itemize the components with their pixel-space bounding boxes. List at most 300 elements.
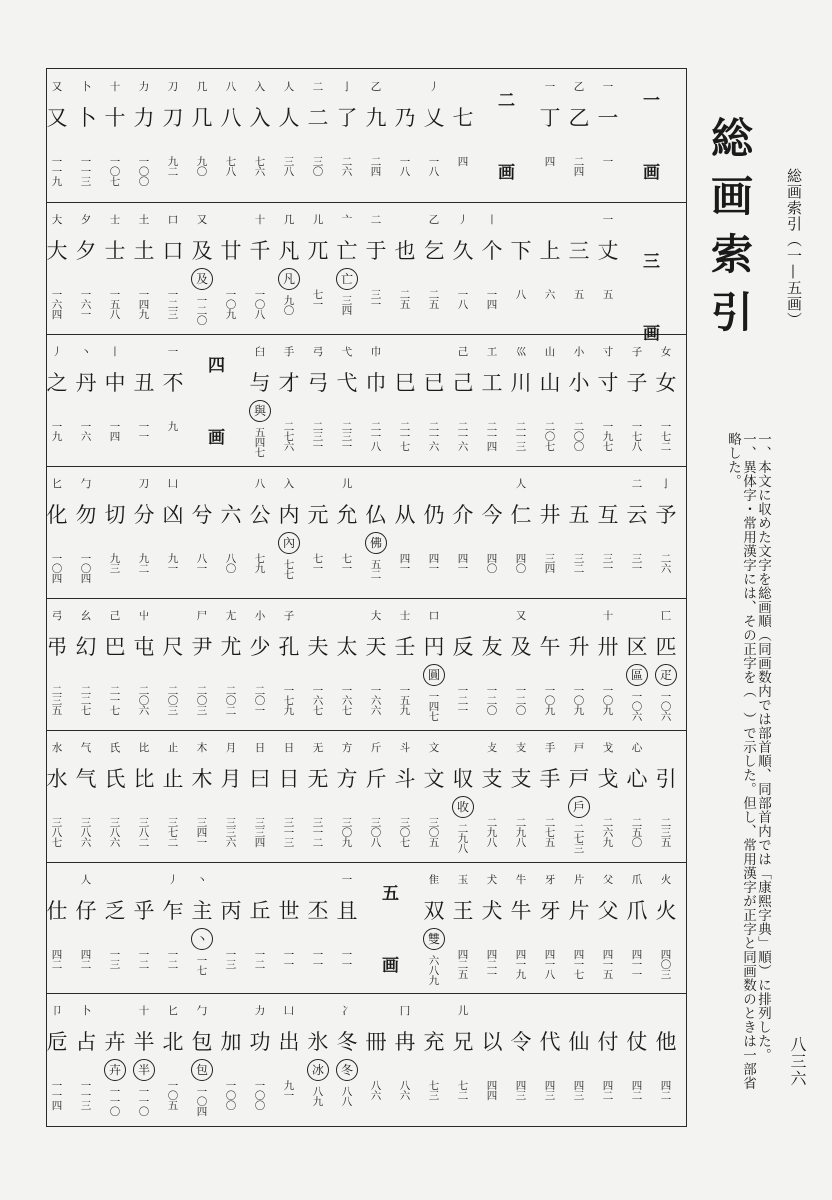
entry-page-number: 一六六 <box>370 685 382 717</box>
index-entry <box>333 862 361 994</box>
entry-radical: 巛 <box>515 346 527 358</box>
entry-page-number: 二三五 <box>660 817 672 849</box>
entry-character: 七 <box>452 106 474 130</box>
entry-character: 日 <box>278 767 300 791</box>
entry-variant-note: 亡 <box>336 268 358 290</box>
entry-radical: 手 <box>544 742 556 754</box>
entry-page-number: 一一〇 <box>138 1086 150 1118</box>
entry-character: 口 <box>162 239 184 263</box>
entry-character: 北 <box>162 1030 184 1054</box>
index-entry <box>478 862 506 994</box>
entry-page-number: 二〇七 <box>544 421 556 453</box>
entry-radical: 乙 <box>573 81 585 93</box>
index-entry <box>449 993 477 1125</box>
index-entry <box>565 334 593 466</box>
index-entry <box>333 202 361 334</box>
entry-radical: 比 <box>138 742 150 754</box>
entry-character: 氷 <box>307 1030 329 1054</box>
entry-radical: 火 <box>660 874 672 886</box>
entry-page-number: 九〇 <box>283 295 295 317</box>
entry-radical: 匕 <box>167 1005 179 1017</box>
entry-character: 戸 <box>568 767 590 791</box>
entry-character: 小 <box>568 371 590 395</box>
entry-page-number: 四二 <box>602 1080 614 1102</box>
entry-character: 王 <box>452 899 474 923</box>
entry-radical: 隹 <box>428 874 440 886</box>
entry-page-number: 四 <box>544 156 556 168</box>
entry-page-number: 一〇八 <box>254 289 266 321</box>
entry-character: 屯 <box>133 635 155 659</box>
entry-page-number: 八八 <box>341 1086 353 1108</box>
index-entry <box>43 202 71 334</box>
entry-radical: 亅 <box>660 478 672 490</box>
entry-radical: 丨 <box>486 214 498 226</box>
index-entry <box>246 69 274 201</box>
index-entry <box>275 993 303 1125</box>
entry-page-number: 一〇〇 <box>138 156 150 188</box>
entry-character: 兮 <box>191 503 213 527</box>
entry-character: 与 <box>249 371 271 395</box>
index-entry <box>507 334 535 466</box>
entry-page-number: 一六七 <box>312 685 324 717</box>
index-entry <box>536 334 564 466</box>
entry-character: 手 <box>539 767 561 791</box>
entry-variant-note: 丶 <box>191 928 213 950</box>
index-entry <box>72 334 100 466</box>
entry-page-number: 二四 <box>370 156 382 178</box>
index-entry <box>275 598 303 730</box>
index-entry <box>420 334 448 466</box>
index-entry <box>246 598 274 730</box>
index-entry <box>391 69 419 201</box>
entry-radical: 木 <box>196 742 208 754</box>
entry-radical: 刀 <box>138 478 150 490</box>
entry-radical: 八 <box>225 81 237 93</box>
entry-radical: 二 <box>312 81 324 93</box>
index-entry <box>130 862 158 994</box>
entry-radical: 凵 <box>283 1005 295 1017</box>
index-entry <box>420 466 448 598</box>
entry-radical: 月 <box>225 742 237 754</box>
entry-character: 无 <box>307 767 329 791</box>
entry-character: 功 <box>249 1030 271 1054</box>
entry-character: 斤 <box>365 767 387 791</box>
entry-page-number: 二三一 <box>341 421 353 453</box>
entry-character: 乍 <box>162 899 184 923</box>
entry-page-number: 一二〇 <box>196 295 208 327</box>
index-entry <box>449 466 477 598</box>
entry-character: 犬 <box>481 899 503 923</box>
entry-radical: 卩 <box>51 1005 63 1017</box>
index-entry <box>420 993 448 1125</box>
entry-page-number: 一二 <box>167 949 179 971</box>
index-entry <box>304 69 332 201</box>
entry-variant-note: 區 <box>626 664 648 686</box>
entry-page-number: 一〇六 <box>631 691 643 723</box>
entry-page-number: 二三一 <box>312 421 324 453</box>
entry-page-number: 二〇二 <box>225 685 237 717</box>
entry-radical: 卜 <box>80 81 92 93</box>
entry-character: 水 <box>46 767 68 791</box>
entry-character: 文 <box>423 767 445 791</box>
index-entry <box>652 334 680 466</box>
entry-variant-note: 內 <box>278 532 300 554</box>
entry-character: 比 <box>133 767 155 791</box>
entry-page-number: 一一四 <box>51 1080 63 1112</box>
index-entry <box>304 993 332 1125</box>
entry-radical: 儿 <box>312 214 324 226</box>
entry-radical: 力 <box>254 1005 266 1017</box>
entry-radical: 尢 <box>225 610 237 622</box>
index-entry <box>217 202 245 334</box>
entry-page-number: 一二三 <box>167 289 179 321</box>
entry-radical: 方 <box>341 742 353 754</box>
entry-page-number: 一七二 <box>660 421 672 453</box>
entry-character: 加 <box>220 1030 242 1054</box>
index-entry <box>72 993 100 1125</box>
entry-page-number: 七八 <box>225 156 237 178</box>
index-entry <box>43 598 71 730</box>
entry-page-number: 四二 <box>80 949 92 971</box>
entry-radical: 十 <box>138 1005 150 1017</box>
index-entry <box>101 598 129 730</box>
index-entry <box>362 69 390 201</box>
index-entry <box>246 993 274 1125</box>
entry-character: 丙 <box>220 899 242 923</box>
entry-character: 士 <box>104 239 126 263</box>
index-entry <box>362 202 390 334</box>
index-entry <box>130 202 158 334</box>
entry-character: 弔 <box>46 635 68 659</box>
entry-radical: 巾 <box>370 346 382 358</box>
index-entry <box>275 862 303 994</box>
index-entry <box>652 993 680 1125</box>
entry-page-number: 三七二 <box>167 817 179 849</box>
entry-character: 之 <box>46 371 68 395</box>
entry-character: 友 <box>481 635 503 659</box>
entry-character: 卉 <box>104 1030 126 1054</box>
index-entry <box>217 993 245 1125</box>
entry-character: 于 <box>365 239 387 263</box>
entry-character: 牛 <box>510 899 532 923</box>
entry-page-number: 八〇 <box>225 553 237 575</box>
entry-radical: 止 <box>167 742 179 754</box>
entry-character: 丈 <box>597 239 619 263</box>
entry-character: 引 <box>655 767 677 791</box>
index-entry <box>536 730 564 862</box>
entry-character: 冉 <box>394 1030 416 1054</box>
entry-page-number: 二一四 <box>486 421 498 453</box>
entry-character: 乏 <box>104 899 126 923</box>
entry-character: 付 <box>597 1030 619 1054</box>
entry-character: 夫 <box>307 635 329 659</box>
entry-character: 木 <box>191 767 213 791</box>
entry-page-number: 三四 <box>341 295 353 317</box>
index-entry <box>594 466 622 598</box>
entry-page-number: 一〇五 <box>167 1080 179 1112</box>
entry-page-number: 二七五 <box>544 817 556 849</box>
entry-page-number: 八六 <box>399 1080 411 1102</box>
entry-character: 氏 <box>104 767 126 791</box>
entry-page-number: 一二一 <box>457 685 469 717</box>
index-entry <box>478 466 506 598</box>
entry-page-number: 一二 <box>138 949 150 971</box>
entry-character: 以 <box>481 1030 503 1054</box>
entry-character: 介 <box>452 503 474 527</box>
entry-page-number: 一六四 <box>51 289 63 321</box>
entry-character: 戈 <box>597 767 619 791</box>
entry-page-number: 三一 <box>602 553 614 575</box>
entry-page-number: 三〇 <box>312 156 324 178</box>
index-entry <box>159 466 187 598</box>
entry-page-number: 一七九 <box>283 685 295 717</box>
index-entry <box>130 466 158 598</box>
index-row <box>47 598 686 730</box>
entry-radical: 子 <box>631 346 643 358</box>
index-entry <box>43 334 71 466</box>
index-entry <box>565 466 593 598</box>
entry-character: 令 <box>510 1030 532 1054</box>
index-row <box>47 202 686 334</box>
entry-character: 及 <box>191 239 213 263</box>
index-entry <box>304 334 332 466</box>
entry-page-number: 二五〇 <box>631 817 643 849</box>
entry-page-number: 一〇九 <box>225 289 237 321</box>
entry-radical: 夕 <box>80 214 92 226</box>
index-entry <box>72 598 100 730</box>
index-entry <box>304 202 332 334</box>
index-entry <box>101 730 129 862</box>
entry-radical: 日 <box>283 742 295 754</box>
entry-character: 卮 <box>46 1030 68 1054</box>
entry-page-number: 三〇五 <box>428 817 440 849</box>
stroke-count-label: 画 <box>382 956 399 976</box>
entry-page-number: 三〇八 <box>370 817 382 849</box>
entry-radical: 乙 <box>370 81 382 93</box>
index-entry <box>304 730 332 862</box>
index-entry <box>536 202 564 334</box>
entry-page-number: 二一七 <box>109 685 121 717</box>
stroke-count-number: 一 <box>643 91 660 111</box>
index-entry <box>391 598 419 730</box>
entry-character: 丕 <box>307 899 329 923</box>
index-entry <box>362 730 390 862</box>
entry-page-number: 四一九 <box>515 949 527 981</box>
entry-page-number: 七一 <box>312 553 324 575</box>
entry-character: 片 <box>568 899 590 923</box>
entry-radical: 刀 <box>167 81 179 93</box>
entry-character: 力 <box>133 106 155 130</box>
index-entry <box>304 598 332 730</box>
entry-page-number: 一四九 <box>138 289 150 321</box>
stroke-count-header <box>498 91 515 183</box>
note-line-2: 一、異体字・常用漢字には、その正字を（ ）で示した。但し、常用漢字が正字と同画数のときは一部省略した。 <box>725 432 756 1090</box>
entry-page-number: 五四七 <box>254 427 266 459</box>
entry-page-number: 一〇〇 <box>225 1080 237 1112</box>
entry-radical: 匕 <box>51 478 63 490</box>
index-entry <box>275 466 303 598</box>
index-entry <box>246 334 274 466</box>
index-entry <box>623 598 651 730</box>
entry-page-number: 四〇三 <box>660 949 672 981</box>
entry-page-number: 一一三 <box>80 156 92 188</box>
index-entry <box>130 69 158 201</box>
index-entry <box>72 466 100 598</box>
stroke-count-header <box>643 252 660 344</box>
index-entry <box>43 993 71 1125</box>
entry-character: 双 <box>423 899 445 923</box>
entry-character: 了 <box>336 106 358 130</box>
entry-character: 寸 <box>597 371 619 395</box>
index-entry <box>304 466 332 598</box>
entry-character: 弓 <box>307 371 329 395</box>
entry-variant-note: 卉 <box>104 1059 126 1081</box>
entry-radical: 人 <box>515 478 527 490</box>
entry-page-number: 三一 <box>631 553 643 575</box>
entry-character: 人 <box>278 106 300 130</box>
entry-radical: 入 <box>254 81 266 93</box>
entry-variant-note: 及 <box>191 268 213 290</box>
index-entry <box>101 466 129 598</box>
index-entry <box>420 730 448 862</box>
entry-character: 仙 <box>568 1030 590 1054</box>
entry-page-number: 三八六 <box>80 817 92 849</box>
entry-page-number: 一二〇 <box>515 685 527 717</box>
stroke-count-number: 三 <box>643 252 660 272</box>
entry-character: 也 <box>394 239 416 263</box>
entry-character: 子 <box>626 371 648 395</box>
entry-page-number: 一七八 <box>631 421 643 453</box>
entry-character: 已 <box>423 371 445 395</box>
entry-radical: 己 <box>457 346 469 358</box>
entry-character: 支 <box>481 767 503 791</box>
index-entry <box>101 69 129 201</box>
entry-page-number: 三八七 <box>51 817 63 849</box>
entry-page-number: 四三 <box>544 1080 556 1102</box>
entry-character: 八 <box>220 106 242 130</box>
entry-radical: 牛 <box>515 874 527 886</box>
entry-page-number: 一三 <box>109 949 121 971</box>
entry-page-number: 二三五 <box>51 685 63 717</box>
entry-page-number: 一〇四 <box>196 1086 208 1118</box>
index-entry <box>159 202 187 334</box>
index-entry <box>449 730 477 862</box>
entry-character: 心 <box>626 767 648 791</box>
entry-page-number: 四一七 <box>573 949 585 981</box>
index-entry <box>536 69 564 201</box>
entry-page-number: 四二 <box>631 1080 643 1102</box>
index-entry <box>159 334 187 466</box>
entry-variant-note: 半 <box>133 1059 155 1081</box>
entry-character: 乂 <box>423 106 445 130</box>
entry-page-number: 七一 <box>341 553 353 575</box>
entry-character: 乞 <box>423 239 445 263</box>
entry-radical: 氏 <box>109 742 121 754</box>
entry-radical: 女 <box>660 346 672 358</box>
entry-radical: 寸 <box>602 346 614 358</box>
index-row <box>47 334 686 466</box>
index-entry <box>101 993 129 1125</box>
entry-page-number: 四二 <box>51 949 63 971</box>
entry-page-number: 二〇〇 <box>573 421 585 453</box>
entry-character: 兄 <box>452 1030 474 1054</box>
entry-page-number: 二九八 <box>515 817 527 849</box>
index-entry <box>362 598 390 730</box>
index-entry <box>652 730 680 862</box>
entry-character: 主 <box>191 899 213 923</box>
entry-page-number: 一八 <box>399 156 411 178</box>
entry-character: 千 <box>249 239 271 263</box>
entry-radical: 己 <box>109 610 121 622</box>
entry-page-number: 三一三 <box>283 817 295 849</box>
entry-radical: 士 <box>109 214 121 226</box>
index-title-text: 総画索引 <box>710 114 753 337</box>
entry-page-number: 七六 <box>254 156 266 178</box>
stroke-count-label: 画 <box>643 163 660 183</box>
index-entry <box>623 862 651 994</box>
entry-radical: 臼 <box>254 346 266 358</box>
index-entry <box>246 730 274 862</box>
entry-page-number: 九二 <box>167 156 179 178</box>
entry-radical: 丨 <box>109 346 121 358</box>
entry-radical: 屮 <box>138 610 150 622</box>
entry-page-number: 一一 <box>138 421 150 443</box>
entry-page-number: 三八六 <box>109 817 121 849</box>
entry-page-number: 二九八 <box>486 817 498 849</box>
entry-page-number: 一八 <box>428 156 440 178</box>
index-entry <box>449 334 477 466</box>
stroke-count-header <box>382 884 399 976</box>
entry-character: 弋 <box>336 371 358 395</box>
note-line-1: 一、本文に収めた文字を総画順（同画数内では部首順、同部首内では「康熙字典」順）に排列した。 <box>755 432 771 1062</box>
index-row <box>47 993 686 1125</box>
entry-character: 尹 <box>191 635 213 659</box>
entry-character: 入 <box>249 106 271 130</box>
entry-page-number: 四一 <box>399 553 411 575</box>
index-entry <box>507 202 535 334</box>
index-entry <box>362 334 390 466</box>
entry-character: 冊 <box>365 1030 387 1054</box>
index-entry <box>478 730 506 862</box>
entry-page-number: 九一 <box>167 553 179 575</box>
entry-radical: 一 <box>167 346 179 358</box>
entry-page-number: 一九七 <box>602 421 614 453</box>
entry-page-number: 四〇 <box>486 553 498 575</box>
index-entry <box>43 730 71 862</box>
entry-radical: 儿 <box>341 478 353 490</box>
index-entry <box>188 598 216 730</box>
entry-radical: 山 <box>544 346 556 358</box>
entry-character: 仍 <box>423 503 445 527</box>
entry-character: 互 <box>597 503 619 527</box>
entry-page-number: 三一 <box>370 289 382 311</box>
entry-radical: 亠 <box>341 214 353 226</box>
index-entry <box>507 466 535 598</box>
entry-radical: 一 <box>602 214 614 226</box>
entry-character: 化 <box>46 503 68 527</box>
entry-character: 己 <box>452 371 474 395</box>
index-entry <box>101 202 129 334</box>
entry-page-number: 一〇四 <box>51 553 63 585</box>
entry-page-number: 二七三 <box>573 823 585 855</box>
entry-page-number: 七九 <box>254 553 266 575</box>
entry-page-number: 八六 <box>370 1080 382 1102</box>
entry-character: 夕 <box>75 239 97 263</box>
index-entry <box>333 993 361 1125</box>
entry-page-number: 一二 <box>254 949 266 971</box>
entry-character: 不 <box>162 371 184 395</box>
entry-radical: 一 <box>544 81 556 93</box>
